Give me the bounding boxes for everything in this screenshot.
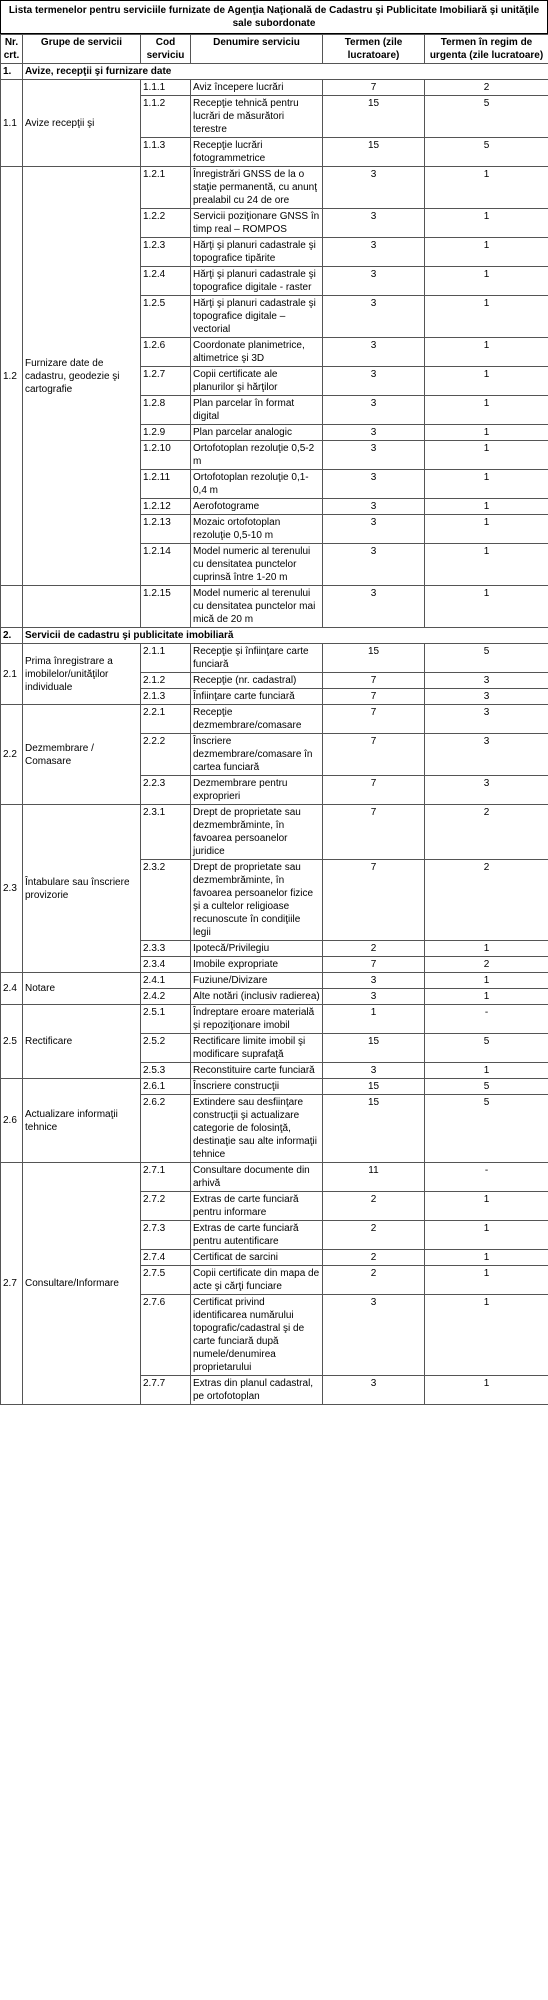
service-name: Înfiinţare carte funciară [191,689,323,705]
header-termen: Termen (zile lucratoare) [323,35,425,64]
service-code: 1.2.15 [141,586,191,628]
service-code: 2.3.2 [141,860,191,941]
service-code: 2.7.1 [141,1163,191,1192]
service-name: Extras din planul cadastral, pe ortofotoplan [191,1376,323,1405]
service-name: Mozaic ortofotoplan rezoluţie 0,5-10 m [191,515,323,544]
service-urgenta: 3 [425,673,548,689]
service-code: 2.7.2 [141,1192,191,1221]
service-termen: 7 [323,80,425,96]
service-urgenta: 2 [425,805,548,860]
service-code: 2.1.3 [141,689,191,705]
service-termen: 7 [323,705,425,734]
header-grupe: Grupe de servicii [23,35,141,64]
service-urgenta: 1 [425,338,548,367]
service-urgenta: 1 [425,238,548,267]
service-code: 2.6.1 [141,1079,191,1095]
page-title: Lista termenelor pentru serviciile furnizate de Agenţia Naţională de Cadastru şi Publicitate Imobiliară şi unităţile sale subordonate [0,0,548,34]
service-code: 1.2.7 [141,367,191,396]
service-urgenta: 1 [425,973,548,989]
service-termen: 7 [323,734,425,776]
service-urgenta: 5 [425,1095,548,1163]
service-name: Înscriere dezmembrare/comasare în cartea funciară [191,734,323,776]
group-number: 1.1 [1,80,23,167]
service-name: Recepţie (nr. cadastral) [191,673,323,689]
service-urgenta: 3 [425,776,548,805]
service-name: Ortofotoplan rezoluţie 0,5-2 m [191,441,323,470]
group-number: 2.2 [1,705,23,805]
group-name: Avize recepţii şi [23,80,141,167]
group-number [1,586,23,628]
group-name [23,586,141,628]
service-code: 1.2.5 [141,296,191,338]
group-number: 2.7 [1,1163,23,1405]
service-code: 1.1.2 [141,96,191,138]
service-termen: 11 [323,1163,425,1192]
service-name: Reconstituire carte funciară [191,1063,323,1079]
service-urgenta: 5 [425,1079,548,1095]
service-code: 2.2.1 [141,705,191,734]
service-name: Plan parcelar analogic [191,425,323,441]
service-urgenta: 1 [425,1250,548,1266]
service-name: Recepţie dezmembrare/comasare [191,705,323,734]
service-code: 2.3.3 [141,941,191,957]
service-urgenta: 3 [425,734,548,776]
service-termen: 2 [323,941,425,957]
service-name: Recepţie şi înfiinţare carte funciară [191,644,323,673]
service-urgenta: 5 [425,644,548,673]
service-termen: 3 [323,367,425,396]
group-name: Dezmembrare / Comasare [23,705,141,805]
service-code: 1.2.6 [141,338,191,367]
service-code: 2.7.5 [141,1266,191,1295]
service-urgenta: 1 [425,425,548,441]
group-name: Furnizare date de cadastru, geodezie şi cartografie [23,167,141,586]
service-urgenta: 1 [425,1266,548,1295]
section-row [1,628,548,644]
service-termen: 3 [323,499,425,515]
service-urgenta: 1 [425,367,548,396]
service-termen: 3 [323,238,425,267]
service-termen: 3 [323,167,425,209]
table-row [1,644,548,673]
service-code: 1.2.9 [141,425,191,441]
table-row [1,705,548,734]
service-code: 1.2.11 [141,470,191,499]
service-name: Servicii poziţionare GNSS în timp real – ROMPOS [191,209,323,238]
group-number: 1.2 [1,167,23,586]
service-termen: 15 [323,1079,425,1095]
service-name: Înscriere construcţii [191,1079,323,1095]
header-urgenta: Termen în regim de urgenta (zile lucratoare) [425,35,548,64]
service-urgenta: 1 [425,296,548,338]
service-name: Ipotecă/Privilegiu [191,941,323,957]
service-termen: 3 [323,586,425,628]
service-code: 1.2.1 [141,167,191,209]
service-termen: 2 [323,1221,425,1250]
service-code: 2.3.4 [141,957,191,973]
service-urgenta: 1 [425,209,548,238]
service-code: 2.2.2 [141,734,191,776]
group-name: Rectificare [23,1005,141,1079]
service-termen: 3 [323,296,425,338]
service-name: Hărţi şi planuri cadastrale şi topografice tipărite [191,238,323,267]
service-urgenta: - [425,1163,548,1192]
group-name: Actualizare informaţii tehnice [23,1079,141,1163]
group-number: 2.3 [1,805,23,973]
service-urgenta: 1 [425,515,548,544]
service-termen: 7 [323,689,425,705]
service-termen: 1 [323,1005,425,1034]
service-urgenta: 1 [425,586,548,628]
service-termen: 15 [323,1095,425,1163]
table-row [1,1079,548,1095]
service-termen: 3 [323,973,425,989]
section-number: 1. [1,64,23,80]
service-urgenta: 1 [425,1221,548,1250]
service-termen: 15 [323,1034,425,1063]
service-urgenta: 1 [425,1376,548,1405]
service-name: Ortofotoplan rezoluţie 0,1-0,4 m [191,470,323,499]
table-row [1,1005,548,1034]
service-name: Alte notări (inclusiv radierea) [191,989,323,1005]
service-code: 2.7.3 [141,1221,191,1250]
section-row [1,64,548,80]
service-termen: 3 [323,441,425,470]
service-urgenta: 1 [425,544,548,586]
service-code: 2.2.3 [141,776,191,805]
service-name: Hărţi şi planuri cadastrale şi topografice digitale - raster [191,267,323,296]
service-code: 2.4.1 [141,973,191,989]
header-cod: Cod serviciu [141,35,191,64]
service-name: Model numeric al terenului cu densitatea punctelor cuprinsă între 1-20 m [191,544,323,586]
service-termen: 3 [323,396,425,425]
service-urgenta: 1 [425,470,548,499]
service-code: 1.2.2 [141,209,191,238]
service-code: 2.1.2 [141,673,191,689]
table-row [1,80,548,96]
service-termen: 3 [323,515,425,544]
service-code: 2.7.6 [141,1295,191,1376]
service-termen: 3 [323,1376,425,1405]
group-name: Întabulare sau înscriere provizorie [23,805,141,973]
service-termen: 7 [323,776,425,805]
service-name: Extindere sau desfiinţare construcţii şi actualizare categorie de folosinţă, destinaţie sau alte informaţii tehnice [191,1095,323,1163]
service-name: Imobile expropriate [191,957,323,973]
service-name: Copii certificate din mapa de acte şi cărţi funciare [191,1266,323,1295]
service-urgenta: 1 [425,1295,548,1376]
header-nr: Nr. crt. [1,35,23,64]
service-termen: 2 [323,1266,425,1295]
service-code: 1.2.14 [141,544,191,586]
service-code: 1.2.13 [141,515,191,544]
service-termen: 15 [323,96,425,138]
service-termen: 3 [323,470,425,499]
service-code: 1.2.4 [141,267,191,296]
service-urgenta: 1 [425,499,548,515]
service-code: 1.2.10 [141,441,191,470]
service-name: Model numeric al terenului cu densitatea punctelor mai mică de 20 m [191,586,323,628]
service-termen: 7 [323,673,425,689]
header-row [1,35,548,64]
service-name: Certificat privind identificarea numărului topografic/cadastral şi de carte funciară după numele/denumirea proprietarului [191,1295,323,1376]
service-name: Extras de carte funciară pentru autentificare [191,1221,323,1250]
service-name: Fuziune/Divizare [191,973,323,989]
service-name: Îndreptare eroare materială şi repoziţionare imobil [191,1005,323,1034]
group-name: Consultare/Informare [23,1163,141,1405]
service-name: Rectificare limite imobil şi modificare suprafaţă [191,1034,323,1063]
table-row [1,1163,548,1192]
service-name: Drept de proprietate sau dezmembrăminte, în favoarea persoanelor juridice [191,805,323,860]
service-code: 1.2.12 [141,499,191,515]
service-name: Drept de proprietate sau dezmembrăminte, în favoarea persoanelor fizice şi a cultelor religioase recunoscute în condiţiile legii [191,860,323,941]
group-number: 2.6 [1,1079,23,1163]
group-name: Notare [23,973,141,1005]
service-urgenta: 5 [425,96,548,138]
service-name: Dezmembrare pentru exproprieri [191,776,323,805]
group-number: 2.4 [1,973,23,1005]
service-code: 1.2.3 [141,238,191,267]
section-number: 2. [1,628,23,644]
service-urgenta: 3 [425,689,548,705]
service-name: Recepţie lucrări fotogrammetrice [191,138,323,167]
service-termen: 15 [323,644,425,673]
service-urgenta: 5 [425,1034,548,1063]
service-name: Certificat de sarcini [191,1250,323,1266]
table-row [1,167,548,209]
service-termen: 3 [323,425,425,441]
service-urgenta: 2 [425,80,548,96]
service-name: Copii certificate ale planurilor şi hărţilor [191,367,323,396]
service-urgenta: 2 [425,860,548,941]
service-name: Înregistrări GNSS de la o staţie permanentă, cu anunţ prealabil cu 24 de ore [191,167,323,209]
header-denumire: Denumire serviciu [191,35,323,64]
service-termen: 3 [323,544,425,586]
service-urgenta: 1 [425,267,548,296]
group-number: 2.1 [1,644,23,705]
service-code: 2.7.4 [141,1250,191,1266]
service-urgenta: 5 [425,138,548,167]
service-termen: 3 [323,1295,425,1376]
service-urgenta: 1 [425,941,548,957]
service-code: 2.4.2 [141,989,191,1005]
service-urgenta: 1 [425,396,548,425]
service-name: Recepţie tehnică pentru lucrări de măsurători terestre [191,96,323,138]
service-code: 2.7.7 [141,1376,191,1405]
service-urgenta: 1 [425,1192,548,1221]
service-urgenta: 1 [425,167,548,209]
services-table [0,34,548,1405]
service-termen: 2 [323,1192,425,1221]
service-termen: 3 [323,209,425,238]
service-name: Plan parcelar în format digital [191,396,323,425]
service-name: Aviz începere lucrări [191,80,323,96]
service-urgenta: 3 [425,705,548,734]
service-termen: 3 [323,1063,425,1079]
service-code: 2.5.2 [141,1034,191,1063]
service-code: 1.1.1 [141,80,191,96]
service-code: 2.5.3 [141,1063,191,1079]
service-urgenta: 1 [425,989,548,1005]
section-title: Avize, recepţii şi furnizare date [23,64,548,80]
service-termen: 7 [323,957,425,973]
service-name: Consultare documente din arhivă [191,1163,323,1192]
service-code: 2.1.1 [141,644,191,673]
service-name: Aerofotograme [191,499,323,515]
group-name: Prima înregistrare a imobilelor/unităţilor individuale [23,644,141,705]
service-urgenta: 2 [425,957,548,973]
service-name: Coordonate planimetrice, altimetrice şi 3D [191,338,323,367]
service-urgenta: - [425,1005,548,1034]
service-name: Extras de carte funciară pentru informare [191,1192,323,1221]
service-termen: 2 [323,1250,425,1266]
service-termen: 15 [323,138,425,167]
service-name: Hărţi şi planuri cadastrale şi topografice digitale – vectorial [191,296,323,338]
service-termen: 3 [323,989,425,1005]
service-urgenta: 1 [425,441,548,470]
section-title: Servicii de cadastru şi publicitate imobiliară [23,628,548,644]
service-termen: 3 [323,267,425,296]
service-code: 2.6.2 [141,1095,191,1163]
table-row [1,805,548,860]
service-termen: 7 [323,860,425,941]
service-code: 2.3.1 [141,805,191,860]
service-code: 1.1.3 [141,138,191,167]
table-row [1,586,548,628]
service-termen: 7 [323,805,425,860]
service-code: 2.5.1 [141,1005,191,1034]
group-number: 2.5 [1,1005,23,1079]
service-urgenta: 1 [425,1063,548,1079]
table-row [1,973,548,989]
service-code: 1.2.8 [141,396,191,425]
service-termen: 3 [323,338,425,367]
